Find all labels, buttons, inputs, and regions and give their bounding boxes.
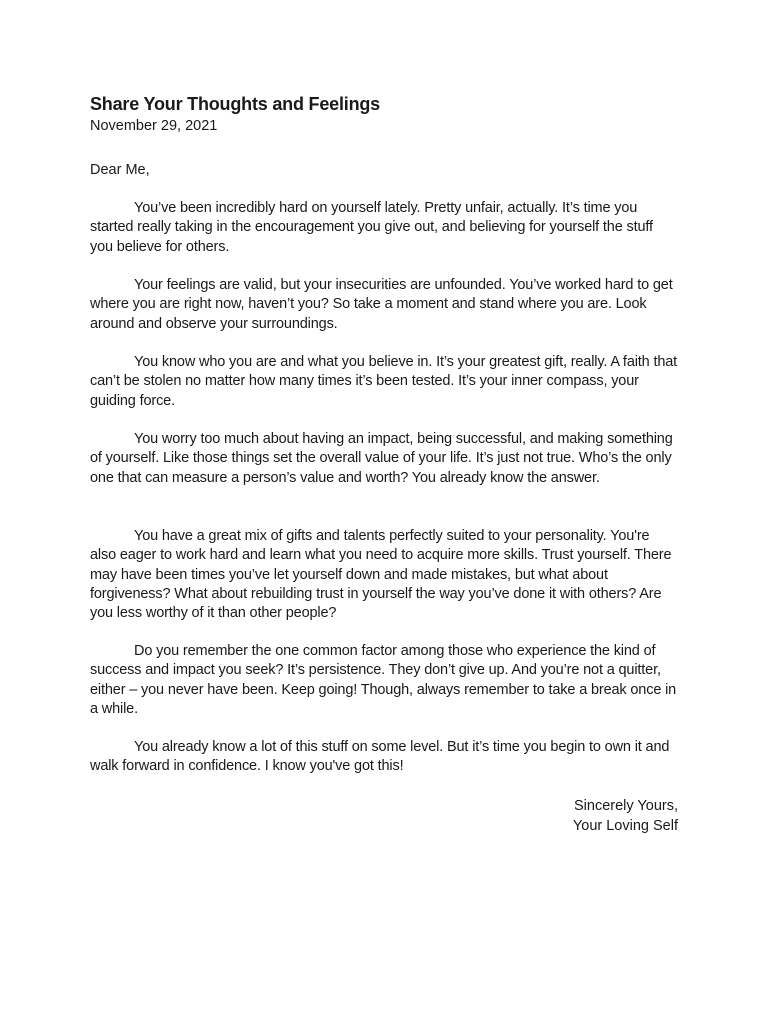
letter-salutation: Dear Me, [90,162,150,178]
letter-paragraph-3: You know who you are and what you believe in. It’s your greatest gift, really. A faith that can’t be stolen no matter how many times it’s been tested. It’s your inner compass, your guiding force. [90,354,678,409]
letter-paragraph-2: Your feelings are valid, but your insecurities are unfounded. You’ve worked hard to get where you are right now, haven’t you? So take a moment and stand where you are. Look around and observe your surroundings. [90,277,673,332]
letter-date: November 29, 2021 [90,118,218,134]
letter-paragraph-5: You have a great mix of gifts and talents perfectly suited to your personality. You're also eager to work hard and learn what you need to acquire more skills. Trust yourself. There may have been times you’ve let yourself down and made mistakes, but what about forgiveness? What about rebuilding trust in yourself the way you’ve done it with others? Are you less worthy of it than other people? [90,528,672,622]
letter-paragraph-6: Do you remember the one common factor among those who experience the kind of success and impact you seek? It’s persistence. They don’t give up. And you’re not a quitter, either – you never have been. Keep going! Though, always remember to take a break once in a while. [90,643,677,717]
letter-title: Share Your Thoughts and Feelings [90,94,380,114]
letter-paragraph-1: You’ve been incredibly hard on yourself lately. Pretty unfair, actually. It’s time you started really taking in the encouragement you give out, and believing for yourself the stuff you believe for others. [90,200,653,255]
letter-closing-block [573,796,678,836]
letter-paragraph-7: You already know a lot of this stuff on some level. But it’s time you begin to own it and walk forward in confidence. I know you've got this! [90,739,670,775]
letter-closing: Sincerely Yours, [574,798,678,814]
letter-signature: Your Loving Self [572,818,678,834]
letter-paragraph-4: You worry too much about having an impact, being successful, and making something of yourself. Like those things set the overall value of your life. It’s just not true. Who’s the only one that can measure a person’s value and worth? You already know the answer. [90,431,673,486]
